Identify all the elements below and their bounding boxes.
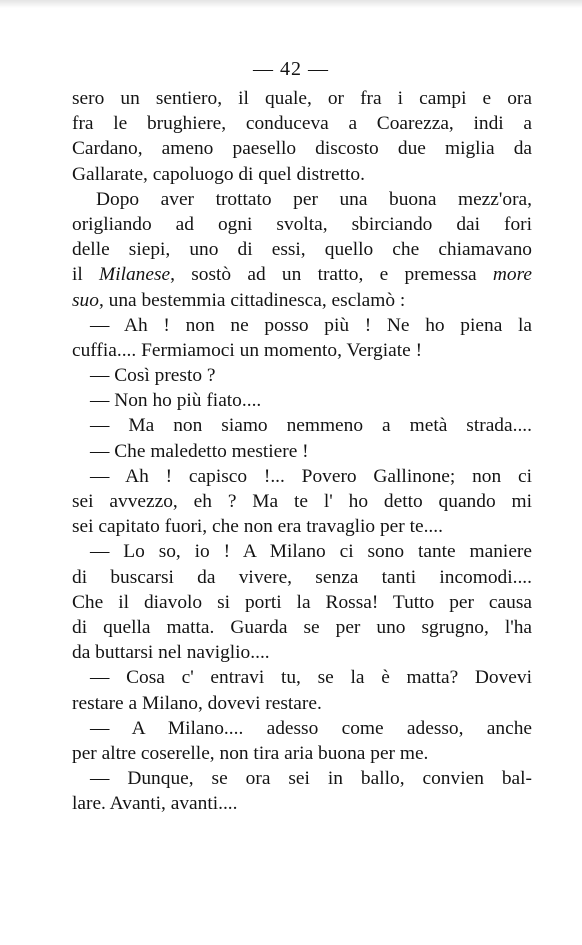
text-segment: — Cosa c' entravi tu, se la è matta? Dovevi <box>90 667 532 689</box>
text-segment: di buscarsi da vivere, senza tanti incomodi.... <box>72 566 532 588</box>
text-line <box>72 388 532 413</box>
text-line <box>72 262 532 287</box>
text-line <box>72 615 532 640</box>
text-segment: — Dunque, se ora sei in ballo, convien bal- <box>90 768 532 790</box>
text-line <box>72 413 532 438</box>
text-segment: sero un sentiero, il quale, or fra i campi e ora <box>72 88 532 109</box>
text-line <box>72 86 532 111</box>
text-line <box>72 338 532 363</box>
italic-text: more <box>492 264 533 286</box>
text-line <box>72 716 532 741</box>
text-line <box>72 741 532 766</box>
text-line <box>72 464 532 489</box>
text-line <box>72 539 532 564</box>
text-segment: sei avvezzo, eh ? Ma te l' ho detto quando mi <box>72 491 532 512</box>
text-segment: cuffia.... Fermiamoci un momento, Vergiate ! <box>72 339 423 361</box>
text-line <box>72 691 532 716</box>
text-segment: — Lo so, io ! A Milano ci sono tante maniere <box>90 541 532 563</box>
text-segment: — Che maledetto mestiere ! <box>90 440 309 462</box>
text-line <box>72 791 532 816</box>
text-line <box>72 439 532 464</box>
text-segment: — Ah ! capisco !... Povero Gallinone; non ci <box>90 465 532 487</box>
italic-text: suo <box>72 289 99 311</box>
text-line <box>72 162 532 187</box>
page-number: — 42 — <box>253 58 329 80</box>
text-segment: — Così presto ? <box>90 365 216 387</box>
body-text <box>72 86 532 816</box>
text-line <box>72 766 532 791</box>
text-segment: Cardano, ameno paesello discosto due miglia da <box>72 138 532 160</box>
text-segment: delle siepi, uno di essi, quello che chiamavano <box>72 239 532 261</box>
text-line <box>72 590 532 615</box>
text-line <box>72 489 532 514</box>
text-segment: di quella matta. Guarda se per uno sgrugno, l'ha <box>72 616 532 638</box>
text-segment: lare. Avanti, avanti.... <box>72 793 238 815</box>
text-line <box>72 565 532 590</box>
text-line <box>72 514 532 539</box>
text-segment: Dopo aver trottato per una buona mezz'ora, <box>96 188 532 210</box>
text-line <box>72 187 532 212</box>
text-segment: fra le brughiere, conduceva a Coarezza, indi a <box>72 113 532 135</box>
text-segment: da buttarsi nel naviglio.... <box>72 642 270 664</box>
text-line <box>72 288 532 313</box>
text-line <box>72 363 532 388</box>
text-segment: origliando ad ogni svolta, sbirciando dai fori <box>72 213 532 235</box>
text-line <box>72 313 532 338</box>
text-segment: , sostò ad un tratto, e premessa <box>170 264 493 286</box>
text-line <box>72 212 532 237</box>
text-segment: per altre coserelle, non tira aria buona per me. <box>72 742 429 764</box>
scan-edge-shadow <box>0 0 582 8</box>
text-line <box>72 136 532 161</box>
text-segment: — Ma non siamo nemmeno a metà strada.... <box>90 415 532 437</box>
text-segment: sei capitato fuori, che non era travaglio per te.... <box>72 516 443 538</box>
text-segment: , una bestemmia cittadinesca, esclamò : <box>98 289 406 311</box>
text-segment: Gallarate, capoluogo di quel distretto. <box>72 163 365 185</box>
text-segment: — Non ho più fiato.... <box>90 390 262 412</box>
text-segment: il <box>72 264 100 286</box>
text-line <box>72 665 532 690</box>
text-line <box>72 111 532 136</box>
text-line <box>72 640 532 665</box>
text-segment: — A Milano.... adesso come adesso, anche <box>90 717 532 739</box>
italic-text: Milanese <box>99 264 171 286</box>
text-segment: restare a Milano, dovevi restare. <box>72 692 322 714</box>
text-segment: Che il diavolo si porti la Rossa! Tutto per causa <box>72 591 532 613</box>
text-segment: — Ah ! non ne posso più ! Ne ho piena la <box>90 314 532 336</box>
text-line <box>72 237 532 262</box>
